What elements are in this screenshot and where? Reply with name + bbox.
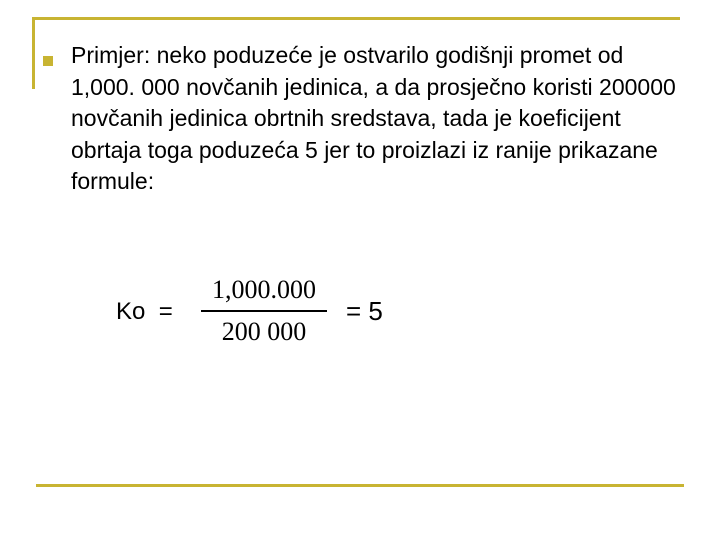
left-accent-line [32,17,35,89]
bullet-paragraph: Primjer: neko poduzeće je ostvarilo godišnji promet od 1,000. 000 novčanih jedinica, a da prosječno koristi 200000 novčanih jedinica obrtnih sredstava, tada je koeficijent obrtaja toga poduzeća 5 jer to proizlazi iz ranije prikazane formule: [71,42,676,194]
formula-left-side: Ko = [116,298,173,325]
formula-result: = 5 [346,296,383,326]
fraction-bar [201,310,327,312]
fraction-numerator: 1,000.000 [212,275,316,304]
formula-fraction [198,274,330,354]
fraction-denominator: 200 000 [221,317,307,346]
bottom-divider-line [36,484,684,487]
top-divider-line [32,17,680,20]
square-bullet-icon [43,56,53,66]
